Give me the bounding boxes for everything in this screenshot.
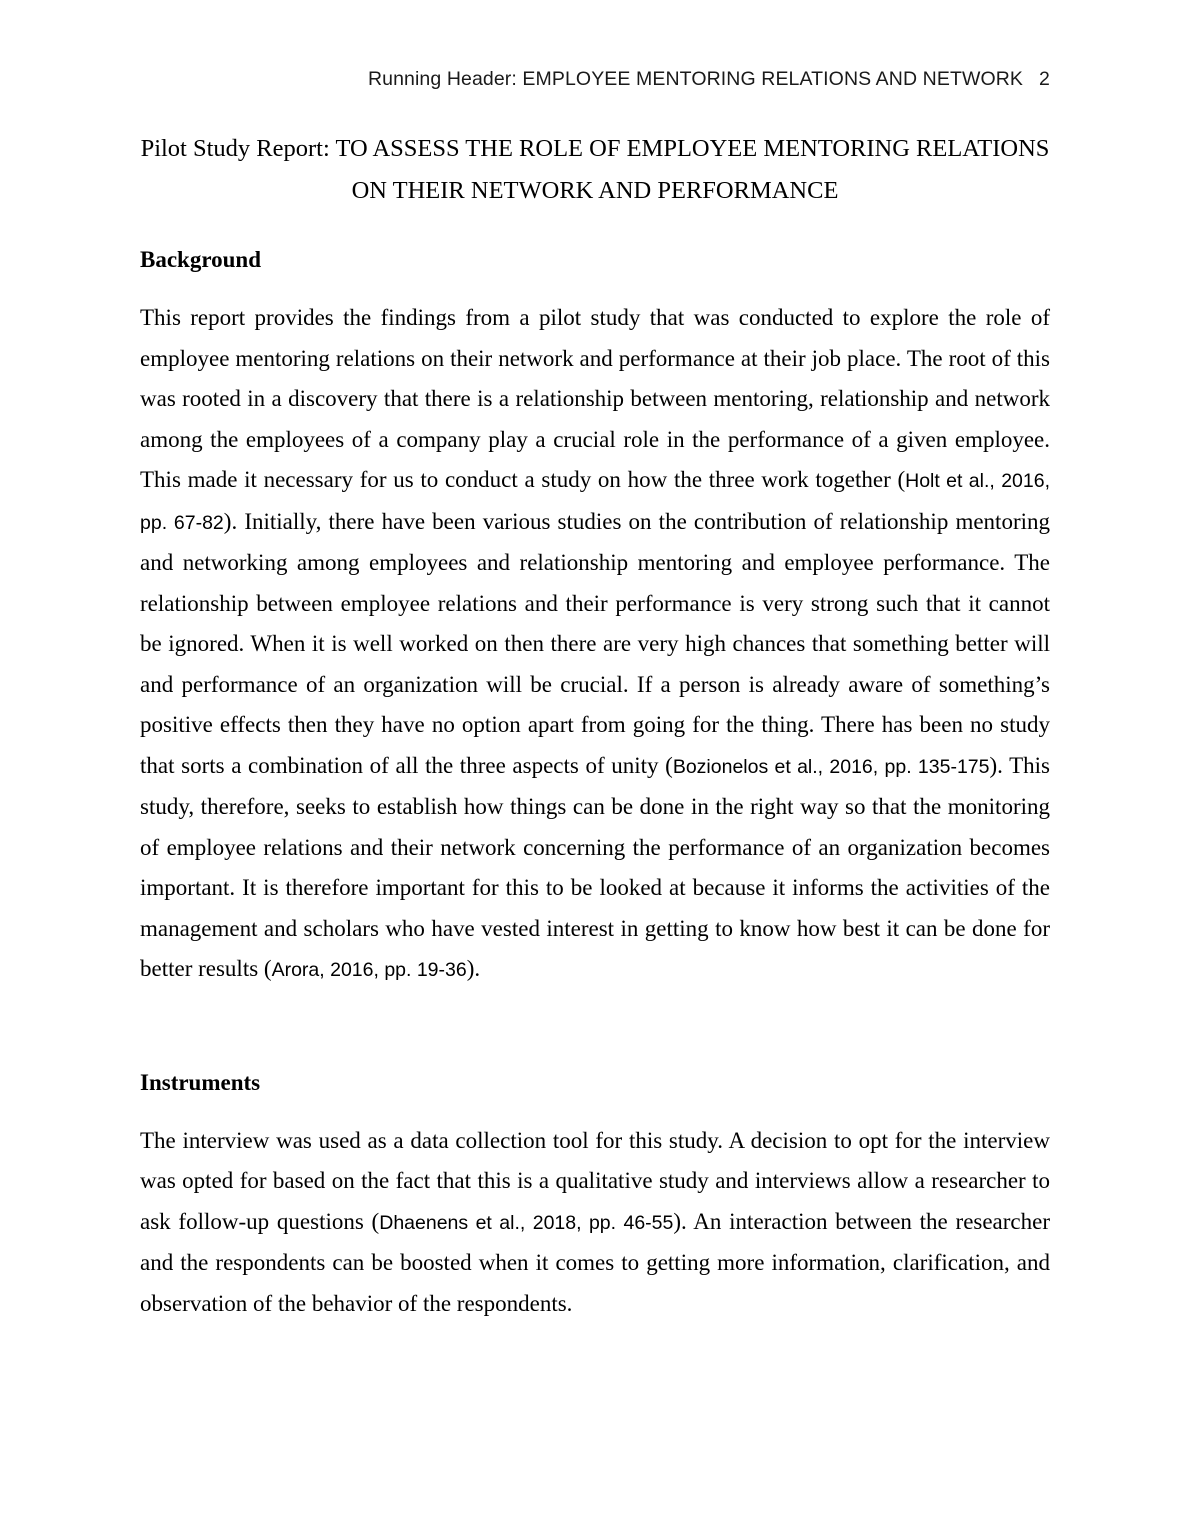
page-title-line-2: ON THEIR NETWORK AND PERFORMANCE <box>351 177 839 204</box>
paragraph-background <box>140 298 1050 991</box>
citation-bozionelos: Bozionelos et al., 2016, pp. 135-175 <box>672 755 990 778</box>
citation-holt: Holt et al., 2016, pp. 67-82 <box>140 470 1050 534</box>
paragraph-instruments-text-2: ). An interaction between the researcher and the respondents can be boosted when it comes to getting more information, clarification, and observation of the behavior of the respondents. <box>140 1208 1051 1316</box>
citation-arora: Arora, 2016, pp. 19-36 <box>271 959 467 981</box>
paragraph-instruments-text-1: The interview was used as a data collection tool for this study. A decision to opt for the interview was opted for based on the fact that this is a qualitative study and interviews allow a researcher to ask follow-up questions ( <box>140 1127 1050 1234</box>
citation-dhaenens: Dhaenens et al., 2018, pp. 46-55 <box>379 1211 674 1234</box>
running-header <box>140 68 1050 91</box>
page-title <box>140 128 1050 212</box>
section-heading-instruments: Instruments <box>140 1069 261 1095</box>
paragraph-background-text-3: ). This study, therefore, seeks to establish how things can be done in the right way so that the monitoring of employee relations and their network concerning the performance of an organization becomes important. It is therefore important for this to be looked at because it informs the activities of the management and scholars who have vested interest in getting to know how best it can be done for better results ( <box>140 752 1051 981</box>
page-number: 2 <box>1039 68 1050 90</box>
page-title-line-1: Pilot Study Report: TO ASSESS THE ROLE OF EMPLOYEE MENTORING RELATIONS <box>140 135 1050 162</box>
paragraph-instruments <box>140 1121 1050 1325</box>
paragraph-background-text-4: ). <box>466 956 481 981</box>
section-heading-background: Background <box>140 247 262 272</box>
document-content <box>140 128 1050 1324</box>
paragraph-background-text-2: ). Initially, there have been various studies on the contribution of relationship mentoring and networking among employees and relationship mentoring and employee performance. The relationship between employee relations and their performance is very strong such that it cannot be ignored. When it is well worked on then there are very high chances that something better will and performance of an organization will be crucial. If a person is already aware of something’s positive effects then they have no option apart from going for the thing. There has been no study that sorts a combination of all the three aspects of unity ( <box>140 508 1050 778</box>
paragraph-background-text-1: This report provides the findings from a pilot study that was conducted to explore the role of employee mentoring relations on their network and performance at their job place. The root of this was rooted in a discovery that there is a relationship between mentoring, relationship and network among the employees of a company play a crucial role in the performance of a given employee. This made it necessary for us to conduct a study on how the three work together ( <box>140 305 1050 492</box>
running-header-text: Running Header: EMPLOYEE MENTORING RELATIONS AND NETWORK <box>367 68 1024 90</box>
